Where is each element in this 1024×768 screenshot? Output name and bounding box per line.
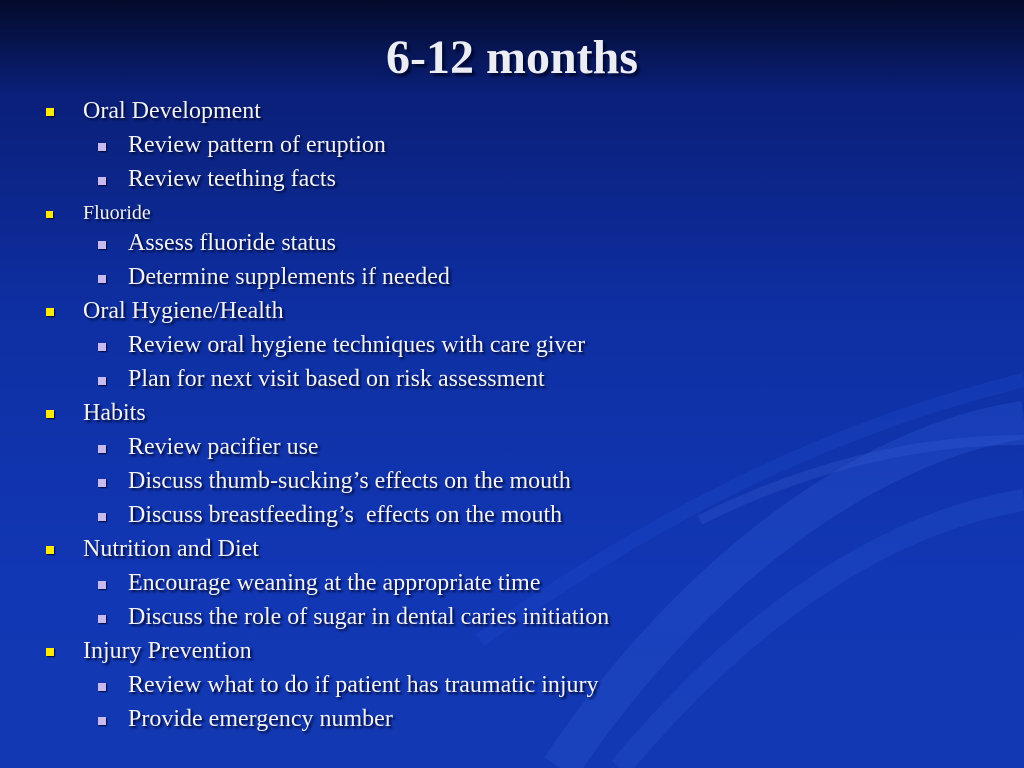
section-label: Oral Development: [83, 98, 261, 124]
list-item-text: Review oral hygiene techniques with care giver: [128, 332, 586, 358]
list-item: [44, 601, 1004, 635]
list-item-text: Discuss thumb-sucking’s effects on the mouth: [128, 468, 571, 494]
list-item: [44, 227, 1004, 261]
bullet-square-icon: [98, 479, 106, 487]
list-item-text: Plan for next visit based on risk assessment: [128, 366, 545, 392]
list-item-text: Review what to do if patient has traumatic injury: [128, 672, 599, 698]
bullet-square-icon: [98, 241, 106, 249]
section-nutrition-diet: [44, 533, 1004, 567]
list-item: [44, 129, 1004, 163]
bullet-square-icon: [98, 615, 106, 623]
bullet-list: [44, 95, 1004, 737]
list-item-text: Discuss the role of sugar in dental caries initiation: [128, 604, 610, 630]
bullet-square-icon: [46, 648, 54, 656]
list-item: [44, 499, 1004, 533]
bullet-square-icon: [46, 410, 54, 418]
section-label: Nutrition and Diet: [83, 536, 259, 562]
bullet-square-icon: [46, 546, 54, 554]
bullet-square-icon: [46, 211, 53, 218]
bullet-square-icon: [98, 343, 106, 351]
bullet-square-icon: [46, 308, 54, 316]
bullet-square-icon: [98, 143, 106, 151]
bullet-square-icon: [98, 445, 106, 453]
list-item-text: Review teething facts: [128, 166, 336, 192]
bullet-square-icon: [98, 513, 106, 521]
bullet-square-icon: [46, 108, 54, 116]
list-item-text: Review pattern of eruption: [128, 132, 386, 158]
list-item: [44, 465, 1004, 499]
list-item: [44, 363, 1004, 397]
section-label: Injury Prevention: [83, 638, 252, 664]
section-injury-prevention: [44, 635, 1004, 669]
list-item: [44, 261, 1004, 295]
list-item-text: Assess fluoride status: [128, 230, 336, 256]
list-item-text: Determine supplements if needed: [128, 264, 450, 290]
list-item-text: Provide emergency number: [128, 706, 393, 732]
bullet-square-icon: [98, 581, 106, 589]
list-item: [44, 163, 1004, 197]
list-item-text: Encourage weaning at the appropriate time: [128, 570, 541, 596]
section-label: Fluoride: [83, 202, 151, 224]
list-item: [44, 329, 1004, 363]
list-item-text: Discuss breastfeeding’s effects on the mouth: [128, 502, 563, 528]
bullet-square-icon: [98, 275, 106, 283]
section-label: Habits: [83, 400, 146, 426]
bullet-square-icon: [98, 177, 106, 185]
section-label: Oral Hygiene/Health: [83, 298, 284, 324]
section-fluoride: [44, 197, 1004, 227]
bullet-square-icon: [98, 717, 106, 725]
bullet-square-icon: [98, 683, 106, 691]
list-item: [44, 431, 1004, 465]
list-item: [44, 669, 1004, 703]
list-item-text: Review pacifier use: [128, 434, 319, 460]
list-item: [44, 703, 1004, 737]
list-item: [44, 567, 1004, 601]
section-oral-development: [44, 95, 1004, 129]
section-oral-hygiene: [44, 295, 1004, 329]
slide-title: 6-12 months: [385, 31, 639, 84]
bullet-square-icon: [98, 377, 106, 385]
section-habits: [44, 397, 1004, 431]
